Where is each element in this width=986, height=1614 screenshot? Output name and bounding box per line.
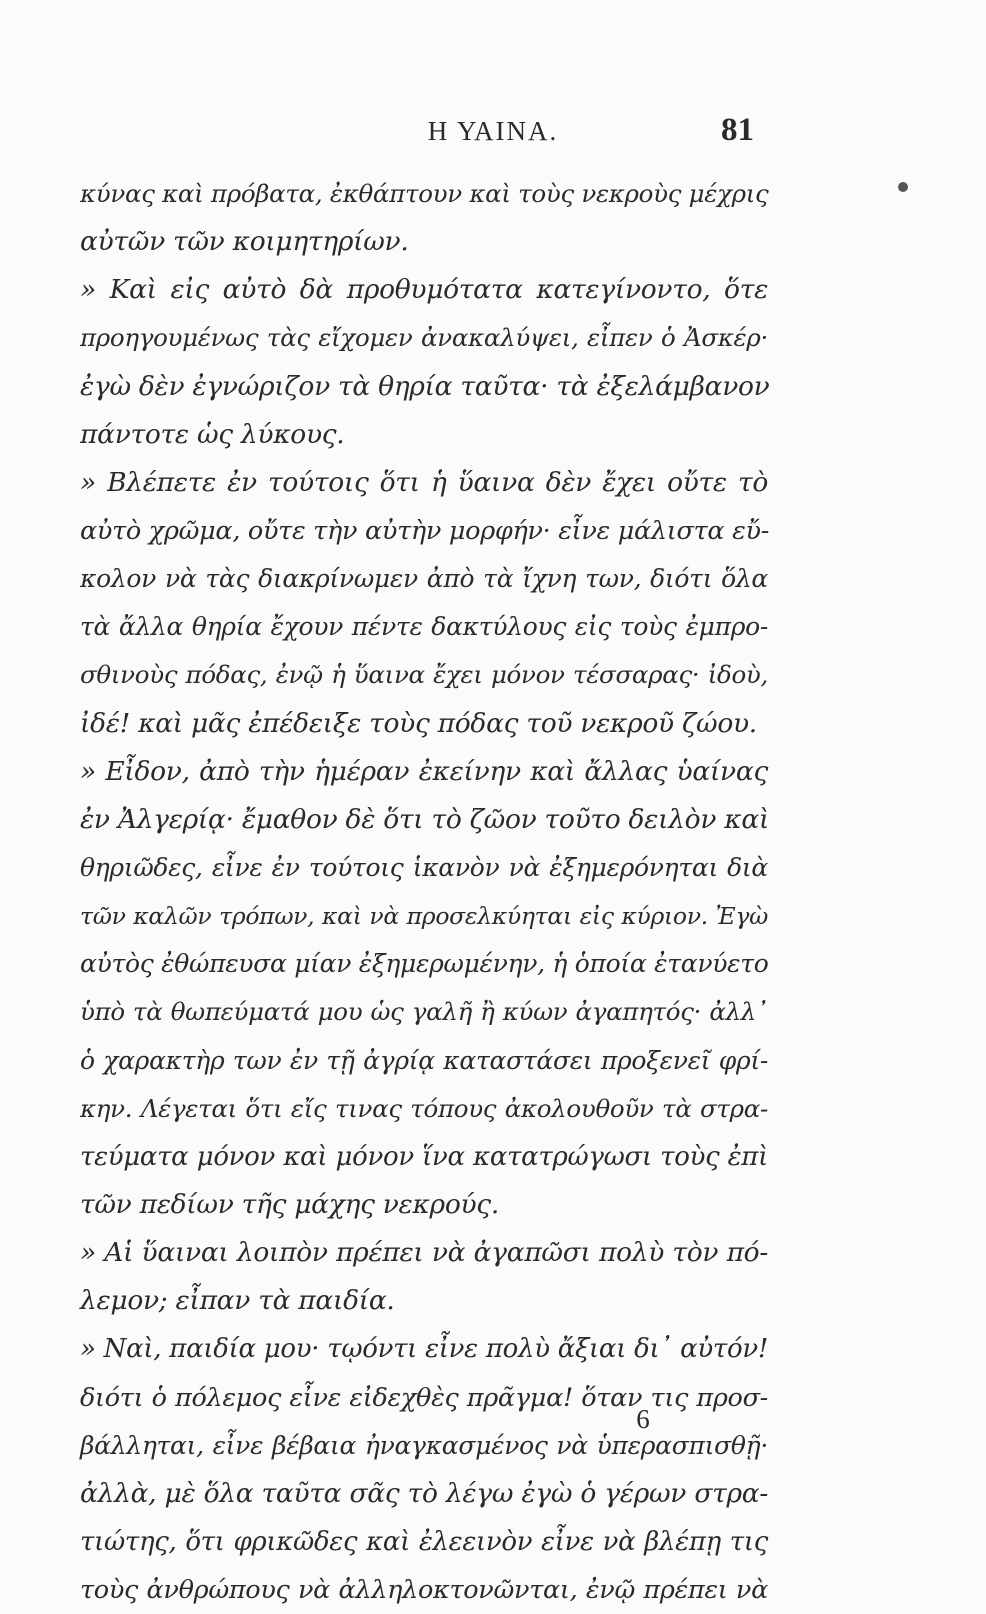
text-line: τιώτης, ὅτι φρικῶδες καὶ ἐλεεινὸν εἶνε νὰ βλέπῃ τις: [80, 1526, 768, 1557]
text-line: διότι ὁ πόλεμος εἶνε εἰδεχθὲς πρᾶγμα! ὅταν τις προσ-: [80, 1382, 768, 1413]
running-head: [0, 108, 986, 158]
text-line: αὐτὸς ἐθώπευσα μίαν ἐξημερωμένην, ἡ ὁποία ἐτανύετο: [80, 949, 769, 979]
text-line: τὰ ἄλλα θηρία ἔχουν πέντε δακτύλους εἰς τοὺς ἐμπρο-: [80, 612, 768, 642]
text-line: τεύματα μόνον καὶ μόνον ἵνα κατατρώγωσι τοὺς ἐπὶ: [80, 1141, 768, 1172]
text-line: αὐτὸ χρῶμα, οὔτε τὴν αὐτὴν μορφήν· εἶνε μάλιστα εὔ-: [80, 515, 770, 546]
text-line: κην. Λέγεται ὅτι εἴς τινας τόπους ἀκολουθοῦν τὰ στρα-: [80, 1093, 768, 1123]
text-line: ἀλλὰ, μὲ ὅλα ταῦτα σᾶς τὸ λέγω ἐγὼ ὁ γέρων στρα-: [80, 1477, 768, 1509]
text-line: » Καὶ εἰς αὐτὸ δὰ προθυμότατα κατεγίνοντο, ὅτε: [80, 274, 768, 306]
text-line: λεμον; εἶπαν τὰ παιδία.: [80, 1285, 395, 1317]
signature-mark: 6: [636, 1404, 650, 1434]
text-line: ὑπὸ τὰ θωπεύματά μου ὡς γαλῆ ἢ κύων ἀγαπητός· ἀλλ᾽: [80, 997, 768, 1027]
text-line: κύνας καὶ πρόβατα, ἐκθάπτουν καὶ τοὺς νεκροὺς μέχρις: [80, 179, 769, 208]
text-line: τῶν πεδίων τῆς μάχης νεκρούς.: [80, 1188, 499, 1220]
text-line: τῶν καλῶν τρόπων, καὶ νὰ προσελκύηται εἰς κύριον. Ἐγὼ: [80, 902, 768, 931]
body-text: [80, 170, 768, 1614]
text-line: » Αἱ ὕαιναι λοιπὸν πρέπει νὰ ἀγαπῶσι πολὺ τὸν πό-: [80, 1237, 768, 1269]
running-title: Η ΥΑΙΝΑ.: [427, 116, 559, 146]
text-line: θηριῶδες, εἶνε ἐν τούτοις ἱκανὸν νὰ ἐξημερόνηται διὰ: [80, 852, 768, 882]
text-line: ὁ χαρακτὴρ των ἐν τῇ ἀγρίᾳ καταστάσει προξενεῖ φρί-: [80, 1045, 768, 1075]
text-line: αὐτῶν τῶν κοιμητηρίων.: [80, 226, 409, 258]
text-line: » Εἶδον, ἀπὸ τὴν ἡμέραν ἐκείνην καὶ ἄλλας ὑαίνας: [80, 755, 768, 787]
text-line: » Βλέπετε ἐν τούτοις ὅτι ἡ ὕαινα δὲν ἔχει οὔτε τὸ: [80, 466, 768, 498]
text-line: σθινοὺς πόδας, ἐνῷ ἡ ὕαινα ἔχει μόνον τέσσαρας· ἰδοὺ,: [80, 660, 768, 690]
text-line: προηγουμένως τὰς εἴχομεν ἀνακαλύψει, εἶπεν ὁ Ἀσκέρ·: [80, 323, 768, 353]
text-line: ἰδέ! καὶ μᾶς ἐπέδειξε τοὺς πόδας τοῦ νεκροῦ ζώου.: [80, 707, 757, 739]
text-line: βάλληται, εἶνε βέβαια ἠναγκασμένος νὰ ὑπερασπισθῇ·: [80, 1430, 768, 1460]
text-line: ἐγὼ δὲν ἐγνώριζον τὰ θηρία ταῦτα· τὰ ἐξελάμβανον: [80, 370, 770, 402]
text-line: » Ναὶ, παιδία μου· τῳόντι εἶνε πολὺ ἄξιαι δι᾽ αὐτόν!: [80, 1334, 768, 1365]
text-line: ἐν Ἀλγερίᾳ· ἔμαθον δὲ ὅτι τὸ ζῶον τοῦτο δειλὸν καὶ: [80, 803, 770, 835]
page-number: 81: [721, 112, 754, 148]
ink-spot: [898, 182, 908, 192]
text-line: πάντοτε ὡς λύκους.: [80, 418, 345, 450]
text-line: κολον νὰ τὰς διακρίνωμεν ἀπὸ τὰ ἴχνη των, διότι ὅλα: [80, 564, 768, 594]
text-line: τοὺς ἀνθρώπους νὰ ἀλληλοκτονῶνται, ἐνῷ πρέπει νὰ: [80, 1575, 768, 1606]
